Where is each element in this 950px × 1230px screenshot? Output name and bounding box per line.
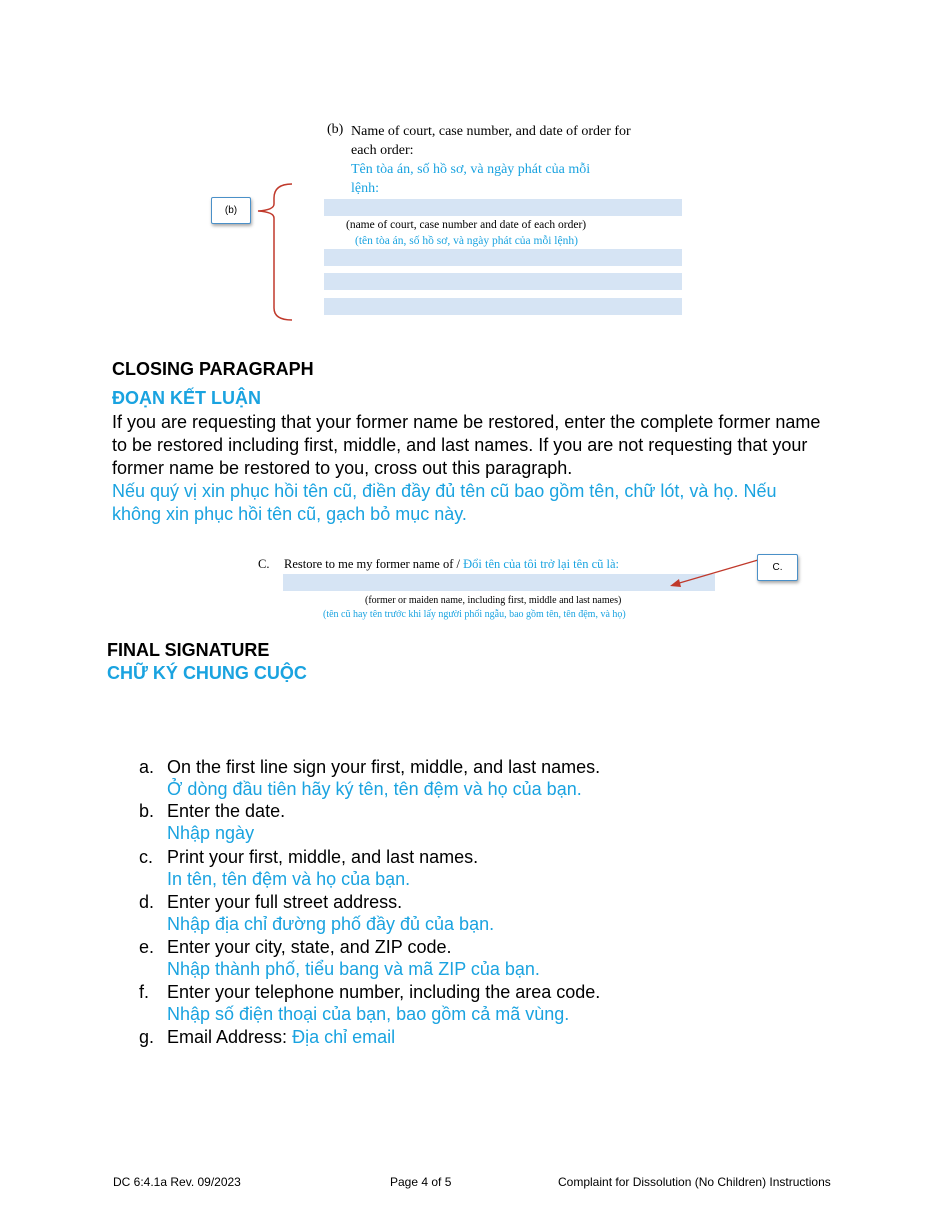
footer-form-id: DC 6:4.1a Rev. 09/2023: [113, 1175, 241, 1189]
form-b-caption-vi: (tên tòa án, số hồ sơ, và ngày phát của mỗi lệnh): [355, 235, 578, 247]
signature-heading-en: FINAL SIGNATURE: [107, 640, 270, 660]
list-marker: c.: [139, 847, 154, 867]
list-item-en: Print your first, middle, and last names.: [167, 847, 479, 867]
form-c-caption-en: (former or maiden name, including first, middle and last names): [365, 595, 622, 606]
list-item-en: Enter your full street address.: [167, 892, 403, 912]
list-item: [139, 800, 285, 844]
bracket-icon: [250, 180, 300, 326]
list-item: [139, 891, 494, 935]
form-c-label: [284, 557, 619, 572]
form-b-marker: (b): [327, 122, 344, 137]
form-b-label-en-line1: Name of court, case number, and date of order for: [351, 124, 631, 139]
list-item: [139, 936, 540, 980]
list-marker: b.: [139, 801, 155, 821]
form-b-field-3[interactable]: [324, 273, 682, 290]
form-c-label-vi: Đổi tên của tôi trở lại tên cũ là:: [463, 557, 619, 571]
list-item-vi: Nhập ngày: [167, 823, 255, 843]
list-marker: f.: [139, 982, 150, 1002]
callout-c: C.: [757, 554, 798, 581]
form-c-marker: C.: [258, 557, 270, 571]
list-item-en: Enter your city, state, and ZIP code.: [167, 937, 452, 957]
form-b-label-vi-line1: Tên tòa án, số hồ sơ, và ngày phát của mỗi: [351, 162, 591, 177]
list-item-vi: Nhập số điện thoại của bạn, bao gồm cả mã vùng.: [167, 1004, 570, 1024]
list-item-vi: Nhập địa chỉ đường phố đầy đủ của bạn.: [167, 914, 495, 934]
list-item-en: Enter your telephone number, including the area code.: [167, 982, 601, 1002]
signature-heading-vi: CHỮ KÝ CHUNG CUỘC: [107, 663, 307, 683]
list-item-vi: Nhập thành phố, tiểu bang và mã ZIP của bạn.: [167, 959, 540, 979]
arrow-icon: [660, 555, 765, 595]
form-b-field-2[interactable]: [324, 249, 682, 266]
closing-heading-vi: ĐOẠN KẾT LUẬN: [112, 388, 261, 408]
form-c-caption-vi: (tên cũ hay tên trước khi lấy người phối ngẫu, bao gồm tên, tên đệm, và họ): [323, 609, 626, 620]
form-b-label-vi-line2: lệnh:: [351, 181, 379, 196]
list-item: [139, 846, 478, 890]
closing-heading-en: CLOSING PARAGRAPH: [112, 359, 314, 379]
closing-body-en: If you are requesting that your former name be restored, enter the complete former name to be restored including first, middle, and last names. If you are not requesting that your former name be restored to you, cross out this paragraph.: [112, 412, 821, 478]
list-item: [139, 756, 600, 800]
footer-title: Complaint for Dissolution (No Children) Instructions: [558, 1175, 831, 1189]
form-b-caption-en: (name of court, case number and date of each order): [346, 219, 587, 231]
closing-body-vi: Nếu quý vị xin phục hồi tên cũ, điền đầy đủ tên cũ bao gồm tên, chữ lót, và họ. Nếu không xin phục hồi tên cũ, gạch bỏ mục này.: [112, 481, 777, 524]
list-marker: a.: [139, 757, 155, 777]
form-c-label-en: Restore to me my former name of /: [284, 557, 460, 571]
list-item-en: On the first line sign your first, middle, and last names.: [167, 757, 601, 777]
list-item-vi: Địa chỉ email: [292, 1027, 396, 1047]
callout-b: (b): [211, 197, 251, 224]
form-b-label-en: [351, 122, 631, 160]
form-b-label-en-line2: each order:: [351, 143, 414, 158]
former-name-field[interactable]: [283, 574, 715, 591]
form-b-field-4[interactable]: [324, 298, 682, 315]
list-marker: e.: [139, 937, 155, 957]
list-marker: g.: [139, 1027, 155, 1047]
list-item-vi: In tên, tên đệm và họ của bạn.: [167, 869, 411, 889]
list-item-en: Email Address:: [167, 1027, 288, 1047]
form-b-field-1[interactable]: [324, 199, 682, 216]
list-item: [139, 1026, 395, 1048]
list-marker: d.: [139, 892, 155, 912]
list-item-en: Enter the date.: [167, 801, 286, 821]
form-b-label-vi: [351, 160, 590, 198]
list-item: [139, 981, 600, 1025]
list-item-vi: Ở dòng đầu tiên hãy ký tên, tên đệm và họ của bạn.: [167, 779, 582, 799]
footer-page-number: Page 4 of 5: [390, 1175, 452, 1189]
